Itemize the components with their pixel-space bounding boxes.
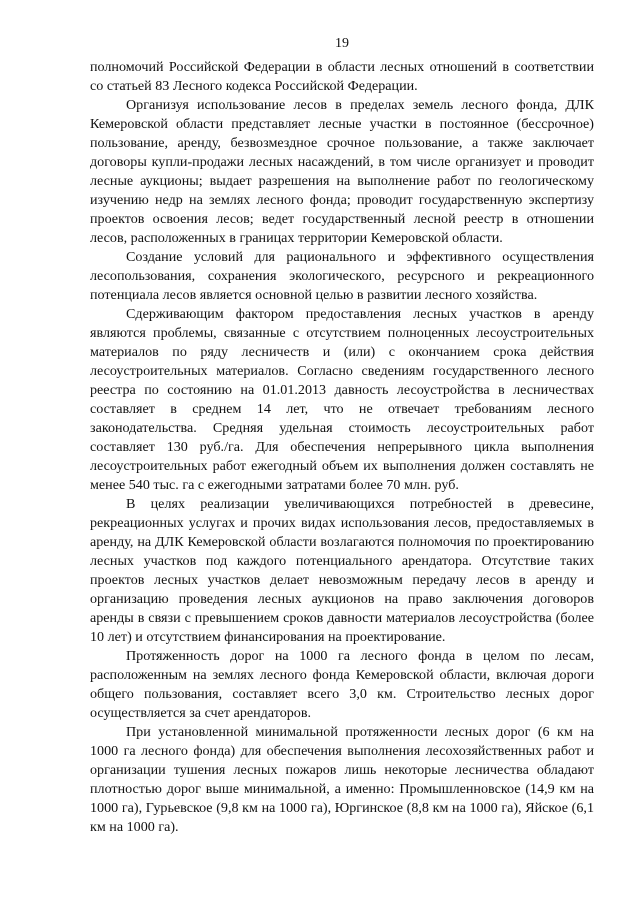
- page-number: 19: [335, 36, 349, 51]
- paragraph-road-density: При установленной минимальной протяженности лесных дорог (6 км на 1000 га лесного фонда) для обеспечения выполнения лесохозяйственных работ и организации тушения лесных пожаров лишь некоторые лесничества обладают плотностью дорог выше минимальной, а именно: Промышленновское (14,9 км на 1000 га), Гурьевское (9,8 км на 1000 га), Юргинское (8,8 км на 1000 га), Яйское (6,1 км на 1000 га).: [90, 724, 594, 835]
- paragraph-lease-design: В целях реализации увеличивающихся потребностей в древесине, рекреационных услугах и прочих видах использования лесов, предоставляемых в аренду, на ДЛК Кемеровской области возлагаются полномочия по проектированию лесных участков под каждого потенциального арендатора. Отсутствие таких проектов лесных участков делает невозможным передачу лесов в аренду и организацию проведения лесных аукционов на право заключения договоров аренды в связи с превышением сроков давности материалов лесоустройства (более 10 лет) и отсутствием финансирования на проектирование.: [90, 496, 594, 645]
- paragraph-road-length: Протяженность дорог на 1000 га лесного фонда в целом по лесам, расположенным на землях лесного фонда Кемеровской области, включая дороги общего пользования, составляет всего 3,0 км. Строительство лесных дорог осуществляется за счет арендаторов.: [90, 648, 594, 721]
- paragraph-forest-use: Организуя использование лесов в пределах земель лесного фонда, ДЛК Кемеровской области представляет лесные участки в постоянное (бессрочное) пользование, аренду, безвозмездное срочное пользование, а также заключает договоры купли-продажи лесных насаждений, в том числе организует и проводит лесные аукционы; выдает разрешения на выполнение работ по геологическому изучению недр на землях лесного фонда; проводит государственную экспертизу проектов освоения лесов; ведет государственный лесной реестр в отношении лесов, расположенных в границах территории Кемеровской области.: [90, 97, 594, 246]
- document-page: [90, 34, 594, 837]
- paragraph-forest-inventory: Сдерживающим фактором предоставления лесных участков в аренду являются проблемы, связанные с отсутствием полноценных лесоустроительных материалов по ряду лесничеств и (или) с окончанием срока действия лесоустроительных материалов. Согласно сведениям государственного лесного реестра по состоянию на 01.01.2013 давность лесоустройства в лесничествах составляет в среднем 14 лет, что не отвечает требованиям лесного законодательства. Средняя удельная стоимость лесоустроительных работ составляет 130 руб./га. Для обеспечения непрерывного цикла выполнения лесоустроительных работ ежегодный объем их выполнения должен составлять не менее 540 тыс. га с ежегодными затратами более 70 млн. руб.: [90, 306, 594, 493]
- paragraph-main-goal: Создание условий для рационального и эффективного осуществления лесопользования, сохранения экологического, ресурсного и рекреационного потенциала лесов является основной целью в развитии лесного хозяйства.: [90, 249, 594, 303]
- paragraph-continuation: полномочий Российской Федерации в области лесных отношений в соответствии со статьей 83 Лесного кодекса Российской Федерации.: [90, 59, 594, 94]
